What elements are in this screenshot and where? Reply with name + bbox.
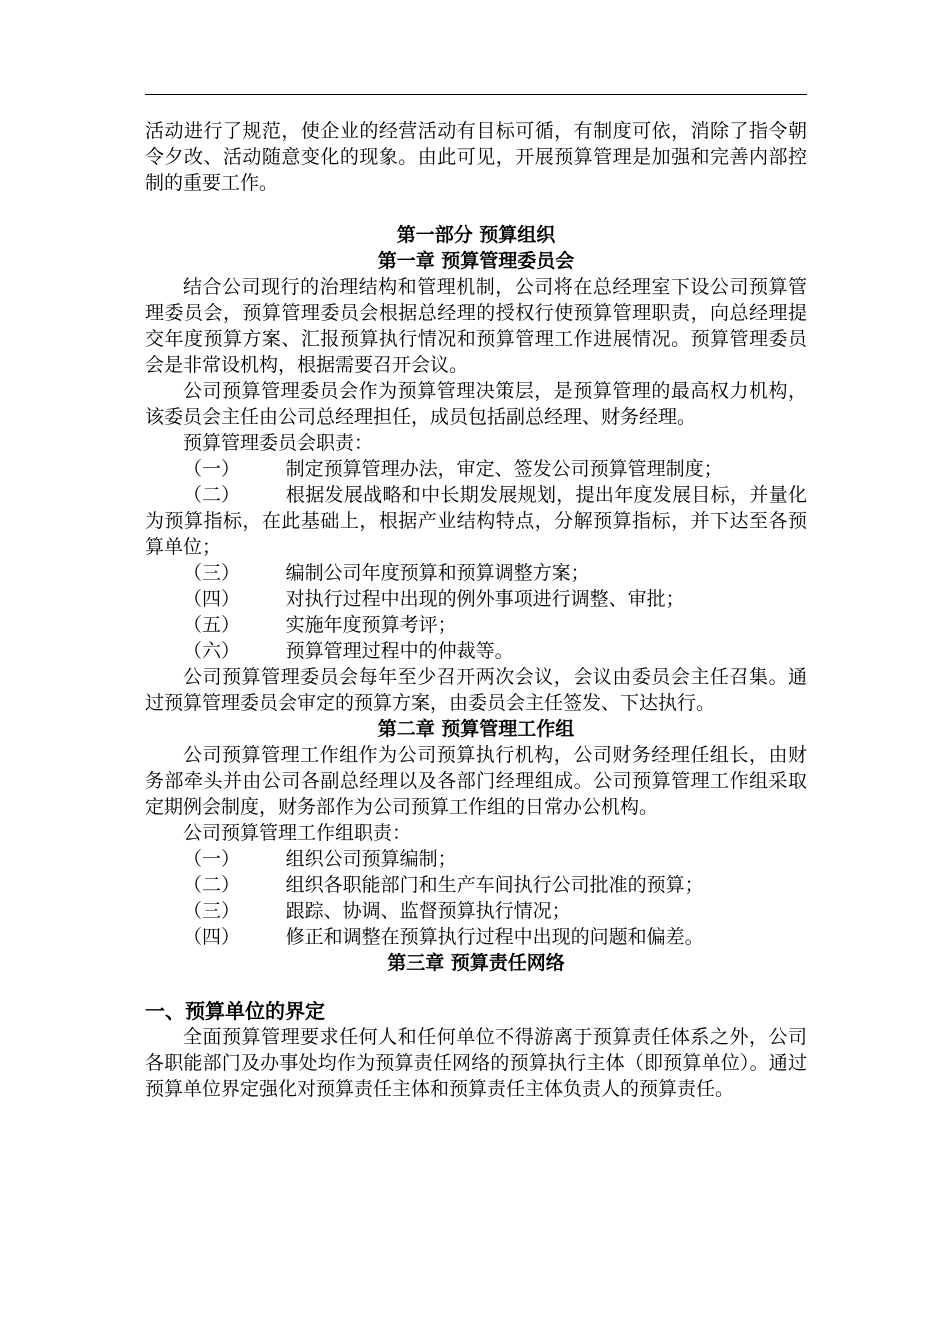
list-item: （四） 对执行过程中出现的例外事项进行调整、审批； [183, 588, 685, 610]
chapter-3-paragraph-1: 全面预算管理要求任何人和任何单位不得游离于预算责任体系之外，公司各职能部门及办事处均作为预算责任网络的预算执行主体（即预算单位）。通过预算单位界定强化对预算责任主体和预算责任主体负责人的预算责任。 [145, 1026, 807, 1100]
list-item: （三） 编制公司年度预算和预算调整方案； [183, 562, 590, 584]
spacer [145, 976, 807, 998]
list-item: （五） 实施年度预算考评； [183, 614, 457, 636]
chapter-1-title: 第一章 预算管理委员会 [377, 250, 575, 272]
chapter-2-title: 第二章 预算管理工作组 [377, 718, 575, 740]
intro-paragraph: 活动进行了规范，使企业的经营活动有目标可循，有制度可依，消除了指令朝令夕改、活动随意变化的现象。由此可见，开展预算管理是加强和完善内部控制的重要工作。 [145, 120, 807, 194]
section-title: 一、预算单位的界定 [145, 999, 325, 1023]
list-item: （二） 根据发展战略和中长期发展规划，提出年度发展目标，并量化为预算指标，在此基础上，根据产业结构特点，分解预算指标，并下达至各预算单位； [145, 484, 807, 558]
list-item: （四） 修正和调整在预算执行过程中出现的问题和偏差。 [183, 926, 704, 948]
chapter-1-paragraph-2: 公司预算管理委员会作为预算管理决策层，是预算管理的最高权力机构，该委员会主任由公司总经理担任，成员包括副总经理、财务经理。 [145, 380, 807, 428]
chapter-2-duties-label: 公司预算管理工作组职责： [183, 822, 412, 844]
part-title: 第一部分 预算组织 [396, 224, 556, 246]
chapter-2-paragraph-1: 公司预算管理工作组作为公司预算执行机构，公司财务经理任组长，由财务部牵头并由公司各副总经理以及各部门经理组成。公司预算管理工作组采取定期例会制度，财务部作为公司预算工作组的日常办公机构。 [145, 744, 807, 818]
spacer [145, 196, 807, 222]
list-item: （一） 组织公司预算编制； [183, 848, 457, 870]
chapter-1-duties-label: 预算管理委员会职责： [183, 432, 374, 454]
document-body [145, 118, 807, 1102]
list-item: （六） 预算管理过程中的仲裁等。 [183, 640, 514, 662]
list-item: （二） 组织各职能部门和生产车间执行公司批准的预算； [183, 874, 704, 896]
list-item: （一） 制定预算管理办法，审定、签发公司预算管理制度； [183, 458, 723, 480]
header-rule [145, 94, 807, 95]
chapter-1-paragraph-3: 公司预算管理委员会每年至少召开两次会议，会议由委员会主任召集。通过预算管理委员会审定的预算方案，由委员会主任签发、下达执行。 [145, 666, 807, 714]
list-item: （三） 跟踪、协调、监督预算执行情况； [183, 900, 571, 922]
chapter-3-title: 第三章 预算责任网络 [387, 952, 565, 974]
chapter-1-paragraph-1: 结合公司现行的治理结构和管理机制，公司将在总经理室下设公司预算管理委员会，预算管理委员会根据总经理的授权行使预算管理职责，向总经理提交年度预算方案、汇报预算执行情况和预算管理工作进展情况。预算管理委员会是非常设机构，根据需要召开会议。 [145, 276, 807, 376]
